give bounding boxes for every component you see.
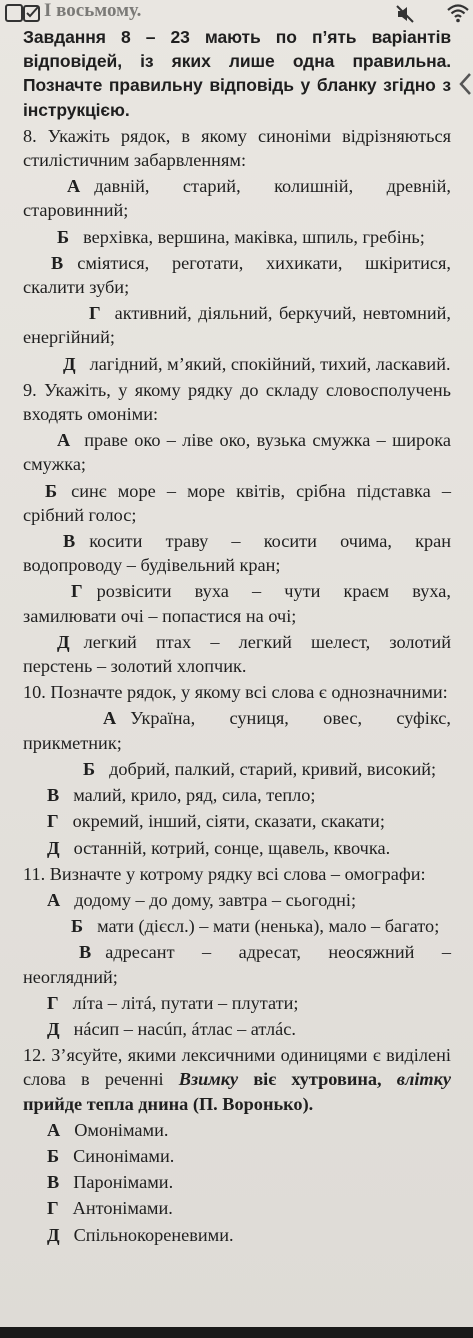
q9-option-c: [23, 529, 451, 577]
option-letter: А: [103, 708, 117, 729]
option-text: давній, старий, колишній, древній, старовинний;: [23, 176, 451, 221]
q8-option-d: [23, 301, 451, 349]
option-letter: А: [57, 430, 71, 451]
option-text: верхівка, вершина, маківка, шпиль, гребінь;: [83, 226, 425, 247]
q12-option-b: [23, 1144, 451, 1168]
q8-option-a: [23, 174, 451, 222]
q11-option-b: [23, 914, 451, 938]
option-text: синє море – море квітів, срібна підставка – срібний голос;: [23, 480, 451, 525]
option-text: добрий, палкий, старий, кривий, високий;: [109, 758, 437, 779]
question-8: 8. Укажіть рядок, в якому синоніми відрізняються стилістичним забарвленням:: [23, 125, 451, 171]
option-letter: Б: [83, 758, 96, 779]
option-text: розвісити вуха – чути краєм вуха, замилювати очі – попастися на очі;: [23, 581, 451, 626]
chevron-left-icon[interactable]: [456, 70, 473, 98]
q8-option-b: [23, 225, 451, 249]
option-letter: А: [47, 889, 61, 910]
option-letter: В: [51, 252, 64, 273]
option-text: косити траву – косити очима, кран водопроводу – будівельний кран;: [23, 531, 451, 576]
question-11: 11. Визначте у котрому рядку всі слова – омографи:: [23, 863, 426, 884]
bottom-edge: [0, 1327, 473, 1338]
option-letter: Д: [47, 1018, 60, 1039]
q12-option-d: [23, 1196, 451, 1220]
option-text: Синонімами.: [73, 1145, 175, 1166]
q11-option-c: [23, 940, 451, 988]
option-letter: Б: [45, 480, 58, 501]
option-letter: В: [47, 1172, 60, 1193]
option-letter: А: [47, 1119, 61, 1140]
q11-option-e: [23, 1017, 451, 1041]
q12-option-c: [23, 1170, 451, 1194]
option-letter: Г: [47, 992, 59, 1013]
q9-option-b: [23, 479, 451, 527]
option-letter: Г: [47, 811, 59, 832]
option-text: додому – до дому, завтра – сьогодні;: [74, 889, 357, 910]
q11-option-d: [23, 991, 451, 1015]
option-text: малий, крило, ряд, сила, тепло;: [73, 785, 316, 806]
instructions: Завдання 8 – 23 мають по п’ять варіантів відповідей, із яких лише одна правильна. Позначте правильну відповідь у бланку згідно з інструкцією.: [23, 27, 451, 120]
q9-option-e: [23, 630, 451, 678]
option-text: праве око – ліве око, вузька смужка – широка смужка;: [23, 430, 451, 475]
clipped-heading-text: І восьмому.: [44, 0, 142, 21]
option-text: Омонімами.: [74, 1119, 169, 1140]
q12-option-e: [23, 1223, 451, 1247]
option-text: Спільнокореневими.: [73, 1224, 234, 1245]
option-letter: В: [47, 785, 60, 806]
question-9: 9. Укажіть, у якому рядку до складу словосполучень входять омоніми:: [23, 379, 451, 425]
option-text: сміятися, реготати, хихикати, шкіритися, скалити зуби;: [23, 252, 451, 298]
q10-option-a: [23, 706, 451, 754]
q8-option-c: [23, 251, 451, 299]
option-letter: Д: [47, 837, 60, 858]
option-text: адресант – адресат, неосяжний – неоглядний;: [23, 942, 451, 987]
q12-text-end: прийде тепла днина (П. Воронько).: [23, 1093, 314, 1114]
option-letter: А: [67, 176, 81, 197]
test-text: [23, 25, 451, 1247]
option-letter: Б: [71, 916, 84, 937]
option-letter: В: [79, 942, 92, 963]
q9-option-a: [23, 428, 451, 476]
option-text: легкий птах – легкий шелест, золотий перстень – золотий хлопчик.: [23, 631, 451, 677]
q12-emphasis-2: влітку: [396, 1069, 452, 1090]
q8-option-e: [23, 352, 451, 376]
q10-option-c: [23, 783, 451, 807]
option-text: Україна, суниця, овес, суфікс, прикметник;: [23, 708, 451, 753]
mute-icon: [395, 4, 415, 24]
q10-option-b: [23, 757, 451, 781]
q10-option-d: [23, 809, 451, 833]
q12-text-start: 12. З’ясуйте, якими лексичними одиницями є виділені слова в реченні: [23, 1045, 451, 1090]
option-text: окремий, інший, сіяти, сказати, скакати;: [72, 811, 385, 832]
option-letter: Д: [63, 353, 76, 374]
q12-text-mid: віє хутровина,: [238, 1069, 397, 1090]
option-letter: Г: [71, 581, 83, 602]
option-letter: Б: [47, 1145, 60, 1166]
option-text: активний, діяльний, беркучий, невтомний, енергійний;: [23, 303, 451, 348]
option-letter: Г: [89, 303, 101, 324]
wifi-icon: [446, 2, 470, 24]
question-12: [23, 1043, 451, 1116]
option-text: нáсип – насúп, áтлас – атлáс.: [73, 1018, 296, 1039]
option-text: лíта – літá, путати – плутати;: [72, 992, 299, 1013]
option-text: останній, котрий, сонце, щавель, квочка.: [73, 837, 391, 858]
q10-option-e: [23, 836, 451, 860]
q12-option-a: [23, 1118, 451, 1142]
option-text: лагідний, м’який, спокійний, тихий, ласкавий.: [89, 353, 451, 374]
checkbox-icon: [22, 3, 42, 23]
option-text: мати (дієсл.) – мати (ненька), мало – багато;: [97, 916, 440, 937]
option-text: Паронімами.: [73, 1172, 174, 1193]
option-text: Антонімами.: [72, 1198, 173, 1219]
option-letter: В: [63, 531, 76, 552]
q11-option-a: [23, 888, 451, 912]
question-10: 10. Позначте рядок, у якому всі слова є однозначними:: [23, 682, 448, 703]
option-letter: Д: [47, 1224, 60, 1245]
q12-emphasis-1: Взимку: [178, 1069, 239, 1090]
option-letter: Г: [47, 1198, 59, 1219]
option-letter: Д: [57, 631, 70, 652]
square-icon: [4, 3, 24, 23]
option-letter: Б: [57, 226, 70, 247]
q9-option-d: [23, 579, 451, 627]
